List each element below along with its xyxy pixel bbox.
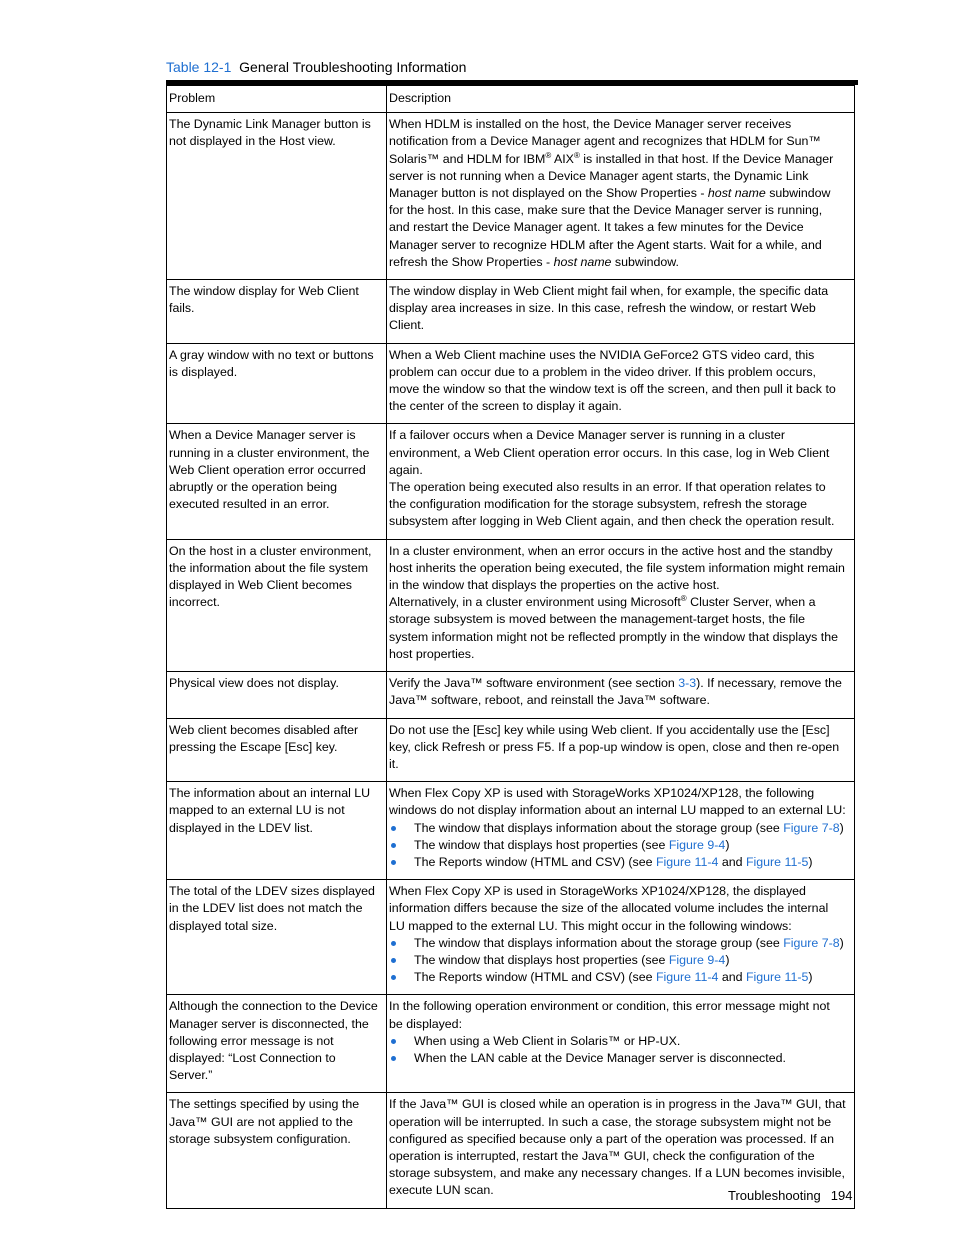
figure-link[interactable]: Figure 11-4 xyxy=(655,970,719,985)
table-row xyxy=(167,343,855,424)
table-number-link[interactable]: Table 12-1 xyxy=(166,59,232,75)
description-cell: In a cluster environment, when an error occurs in the active host and the standby host inherits the operation being executed, the file system information might remain in the window that displays the properties on the active host. Alternatively, in a cluster environment using Microsoft® Cluster Server, when a storage subsystem is moved between the management-target hosts, the file system information might not be reflected promptly in the window that displays the host properties. xyxy=(387,539,855,671)
problem-cell: A gray window with no text or buttons is displayed. xyxy=(167,343,387,424)
description-cell: When HDLM is installed on the host, the Device Manager server receives notification from a Device Manager agent and recognizes that HDLM for Sun™ Solaris™ and HDLM for IBM® AIX® is installed in that host. If the Device Manager server is not running when a Device Manager agent starts, the Dynamic Link Manager button is not displayed on the Show Properties - host name subwindow for the host. In this case, make sure that the Device Manager server is running, and restart the Device Manager agent. It takes a few minutes for the Device Manager server to recognize HDLM after the Agent starts. Wait for a while, and refresh the Show Properties - host name subwindow. xyxy=(387,113,855,280)
figure-link[interactable]: Figure 7-8 xyxy=(783,935,840,950)
figure-link[interactable]: Figure 11-4 xyxy=(655,854,719,869)
table-caption xyxy=(166,59,466,76)
figure-link[interactable]: Figure 9-4 xyxy=(668,837,726,852)
table-row xyxy=(167,113,855,280)
table-row xyxy=(167,718,855,782)
bullet-item: When using a Web Client in Solaris™ or HP-UX. xyxy=(389,1033,852,1050)
description-cell: If the Java™ GUI is closed while an operation is in progress in the Java™ GUI, that operation will be interrupted. In such a case, the storage subsystem might not be configured as specified because only a part of the operation was processed. If an operation is interrupted, restart the Java™ GUI, check the configuration of the storage subsystem, and make any necessary changes. If a LUN becomes invisible, execute LUN scan. xyxy=(387,1093,855,1208)
bullet-item: When the LAN cable at the Device Manager server is disconnected. xyxy=(389,1050,852,1067)
figure-link[interactable]: Figure 7-8 xyxy=(783,820,840,835)
troubleshooting-table xyxy=(166,85,855,1209)
description-cell: When a Web Client machine uses the NVIDIA GeForce2 GTS video card, this problem can occur due to a problem in the video driver. If this problem occurs, move the window so that the window text is off the screen, and then pull it back to the center of the screen to display it again. xyxy=(387,343,855,424)
table-row xyxy=(167,880,855,995)
description-cell: If a failover occurs when a Device Manager server is running in a cluster environment, a Web Client operation error occurs. In this case, log in Web Client again. The operation being executed also results in an error. If that operation relates to the configuration modification for the storage subsystem, refresh the storage subsystem after logging in Web Client again, and then check the operation result. xyxy=(387,424,855,539)
table-header-row xyxy=(167,86,855,113)
table-row xyxy=(167,424,855,539)
problem-cell: The settings specified by using the Java™ GUI are not applied to the storage subsystem configuration. xyxy=(167,1093,387,1208)
problem-cell: On the host in a cluster environment, the information about the file system displayed in Web Client becomes incorrect. xyxy=(167,539,387,671)
description-cell: In the following operation environment or condition, this error message might not be displayed: When using a Web Client in Solaris™ or HP-UX. When the LAN cable at the Device Manager server is disconnected. xyxy=(387,995,855,1093)
problem-cell: The total of the LDEV sizes displayed in the LDEV list does not match the displayed total size. xyxy=(167,880,387,995)
figure-link[interactable]: Figure 9-4 xyxy=(668,952,726,967)
page-footer xyxy=(728,1188,852,1204)
problem-cell: Although the connection to the Device Manager server is disconnected, the following error message is not displayed: “Lost Connection to Server.” xyxy=(167,995,387,1093)
problem-cell: The Dynamic Link Manager button is not displayed in the Host view. xyxy=(167,113,387,280)
problem-cell: Web client becomes disabled after pressing the Escape [Esc] key. xyxy=(167,718,387,782)
section-link[interactable]: 3-3 xyxy=(678,676,697,691)
figure-link[interactable]: Figure 11-5 xyxy=(745,854,809,869)
table-row xyxy=(167,539,855,671)
footer-section: Troubleshooting xyxy=(728,1188,821,1203)
table-row xyxy=(167,280,855,344)
description-cell: When Flex Copy XP is used in StorageWorks XP1024/XP128, the displayed information differs because the size of the allocated volume includes the internal LU mapped to the external LU. This might occur in the following windows: The window that displays information about the storage group (see Figure 7-8) The window that displays host properties (see Figure 9-4) The Reports window (HTML and CSV) (see Figure 11-4 and Figure 11-5) xyxy=(387,880,855,995)
description-cell: Do not use the [Esc] key while using Web client. If you accidentally use the [Esc] key, click Refresh or press F5. If a pop-up window is open, close and then re-open it. xyxy=(387,718,855,782)
bullet-item: The window that displays host properties (see Figure 9-4) xyxy=(389,952,852,969)
problem-cell: The information about an internal LU mapped to an external LU is not displayed in the LDEV list. xyxy=(167,782,387,880)
description-cell: Verify the Java™ software environment (see section 3-3). If necessary, remove the Java™ software, reboot, and reinstall the Java™ software. xyxy=(387,672,855,718)
bullet-item: The window that displays host properties (see Figure 9-4) xyxy=(389,837,852,854)
table-row xyxy=(167,782,855,880)
description-cell: The window display in Web Client might fail when, for example, the specific data display area increases in size. In this case, refresh the window, or restart Web Client. xyxy=(387,280,855,344)
table-row xyxy=(167,672,855,718)
bullet-item: The Reports window (HTML and CSV) (see Figure 11-4 and Figure 11-5) xyxy=(389,969,852,986)
table-title: General Troubleshooting Information xyxy=(239,59,467,75)
problem-cell: When a Device Manager server is running in a cluster environment, the Web Client operation error occurred abruptly or the operation being executed resulted in an error. xyxy=(167,424,387,539)
page-number: 194 xyxy=(830,1188,853,1203)
bullet-item: The window that displays information about the storage group (see Figure 7-8) xyxy=(389,935,852,952)
description-cell: When Flex Copy XP is used with StorageWorks XP1024/XP128, the following windows do not display information about an internal LU mapped to an external LU: The window that displays information about the storage group (see Figure 7-8) The window that displays host properties (see Figure 9-4) The Reports window (HTML and CSV) (see Figure 11-4 and Figure 11-5) xyxy=(387,782,855,880)
header-problem: Problem xyxy=(167,86,387,113)
problem-cell: The window display for Web Client fails. xyxy=(167,280,387,344)
figure-link[interactable]: Figure 11-5 xyxy=(745,970,809,985)
problem-cell: Physical view does not display. xyxy=(167,672,387,718)
bullet-item: The window that displays information about the storage group (see Figure 7-8) xyxy=(389,820,852,837)
table-row xyxy=(167,995,855,1093)
bullet-item: The Reports window (HTML and CSV) (see Figure 11-4 and Figure 11-5) xyxy=(389,854,852,871)
header-description: Description xyxy=(387,86,855,113)
